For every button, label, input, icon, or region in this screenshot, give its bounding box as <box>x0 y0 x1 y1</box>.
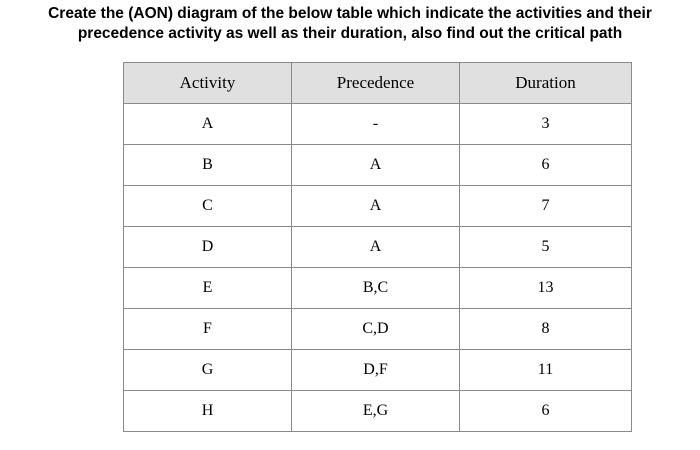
precedence-cell: C,D <box>292 309 460 350</box>
activity-cell: E <box>124 268 292 309</box>
table-row <box>124 350 632 391</box>
header-precedence: Precedence <box>292 63 460 104</box>
question-line-1: Create the (AON) diagram of the below table which indicate the activities and their <box>48 5 652 22</box>
activity-cell: G <box>124 350 292 391</box>
table-row <box>124 227 632 268</box>
table-header-row <box>124 63 632 104</box>
table-row <box>124 309 632 350</box>
duration-cell: 11 <box>460 350 632 391</box>
activity-cell: B <box>124 145 292 186</box>
table-row <box>124 104 632 145</box>
precedence-cell: - <box>292 104 460 145</box>
duration-cell: 6 <box>460 391 632 432</box>
table-row <box>124 391 632 432</box>
question-text <box>0 4 700 44</box>
table-row <box>124 186 632 227</box>
duration-cell: 13 <box>460 268 632 309</box>
activity-cell: A <box>124 104 292 145</box>
activity-cell: F <box>124 309 292 350</box>
precedence-cell: A <box>292 186 460 227</box>
precedence-cell: A <box>292 145 460 186</box>
table-row <box>124 145 632 186</box>
precedence-cell: D,F <box>292 350 460 391</box>
activity-cell: H <box>124 391 292 432</box>
duration-cell: 3 <box>460 104 632 145</box>
precedence-cell: E,G <box>292 391 460 432</box>
duration-cell: 7 <box>460 186 632 227</box>
activity-cell: D <box>124 227 292 268</box>
precedence-cell: A <box>292 227 460 268</box>
header-duration: Duration <box>460 63 632 104</box>
duration-cell: 5 <box>460 227 632 268</box>
header-activity: Activity <box>124 63 292 104</box>
table-row <box>124 268 632 309</box>
activity-cell: C <box>124 186 292 227</box>
duration-cell: 8 <box>460 309 632 350</box>
duration-cell: 6 <box>460 145 632 186</box>
question-line-2: precedence activity as well as their duration, also find out the critical path <box>77 25 623 42</box>
activity-table <box>123 62 632 432</box>
precedence-cell: B,C <box>292 268 460 309</box>
